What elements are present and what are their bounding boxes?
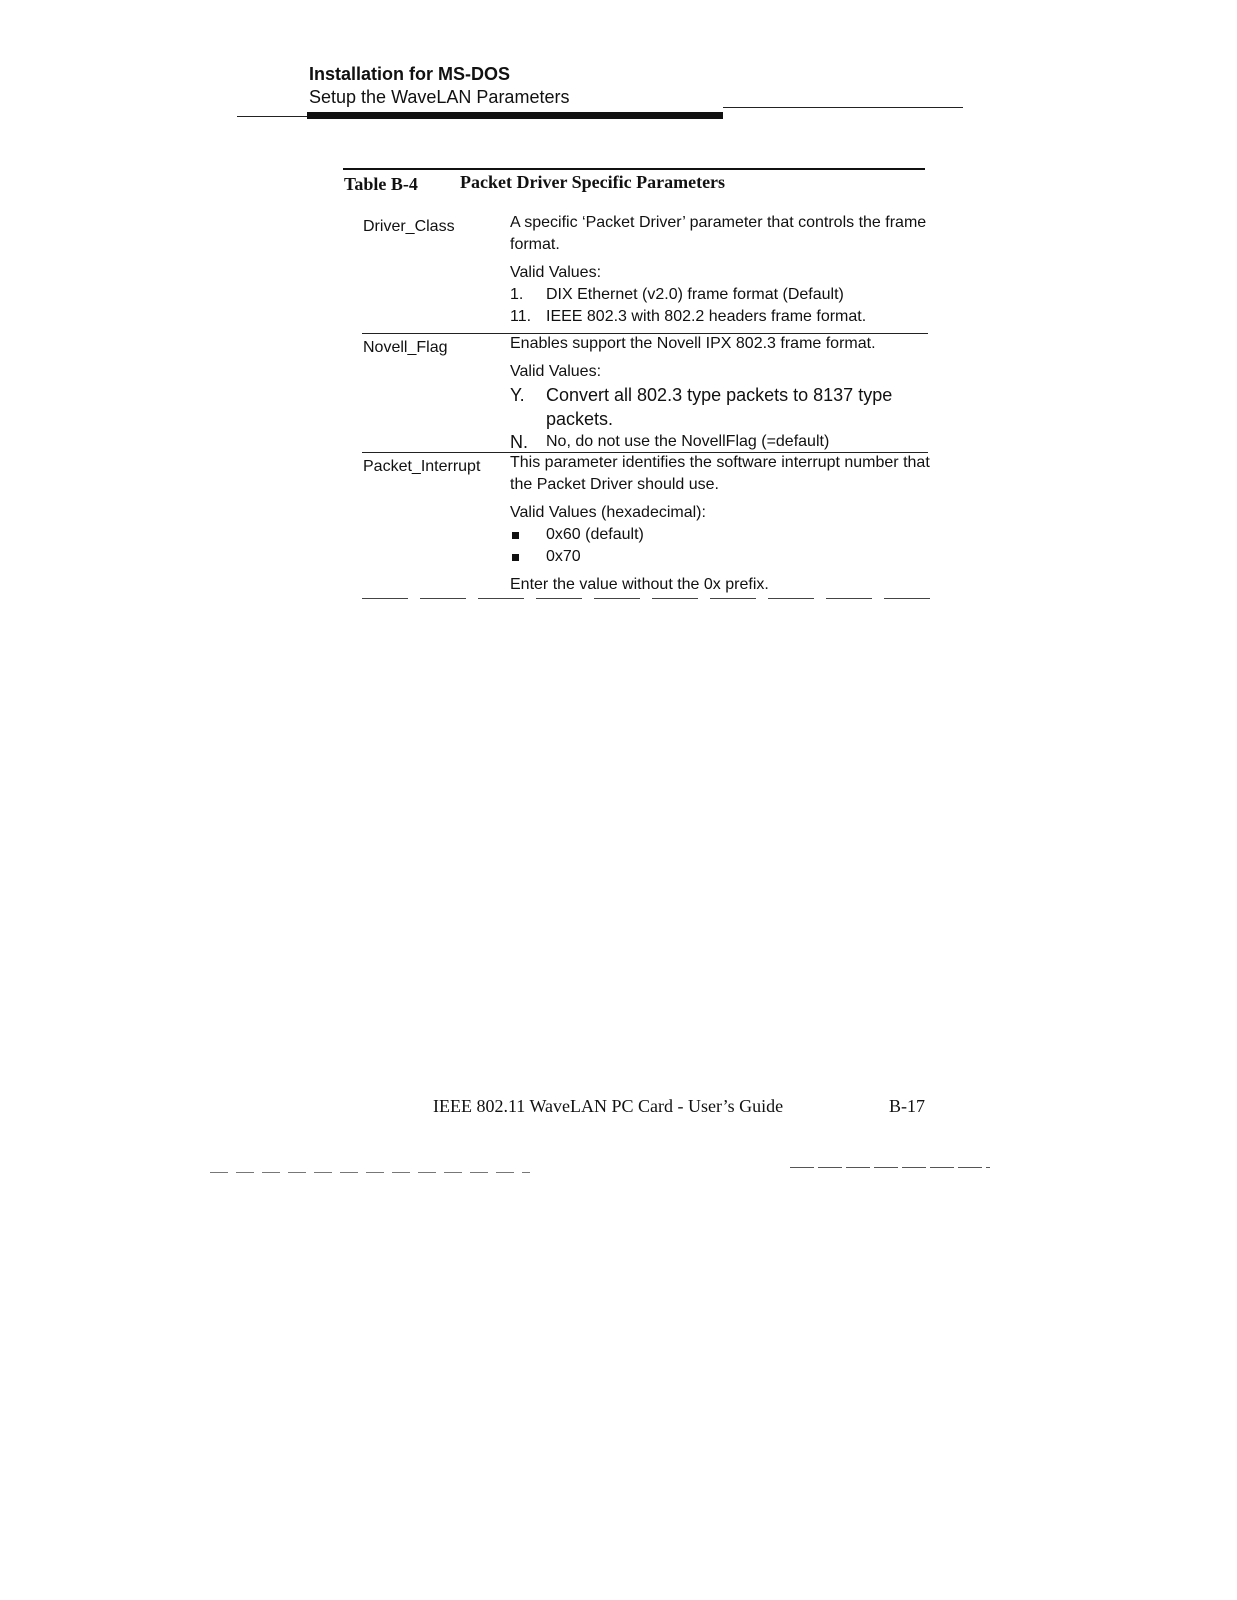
list-key: 1. xyxy=(510,286,524,303)
table-label: Table B-4 xyxy=(344,174,418,194)
param-note: Enter the value without the 0x prefix. xyxy=(510,576,769,593)
param-description-block xyxy=(510,452,930,596)
param-description-block xyxy=(510,333,930,453)
list-key: 11. xyxy=(510,308,532,325)
valid-values-label: Valid Values: xyxy=(510,363,602,380)
section-title: Setup the WaveLAN Parameters xyxy=(309,87,570,107)
list-text: IEEE 802.3 with 802.2 headers frame format. xyxy=(546,308,867,325)
param-description-block xyxy=(510,212,930,328)
list-text: 0x70 xyxy=(546,548,581,565)
table-bottom-rule xyxy=(362,598,930,599)
list-text: 0x60 (default) xyxy=(546,526,644,543)
valid-values-label: Valid Values (hexadecimal): xyxy=(510,504,706,521)
param-name: Packet_Interrupt xyxy=(363,458,481,475)
list-item xyxy=(510,524,930,546)
header-rule-left xyxy=(237,116,309,117)
list-text: No, do not use the NovellFlag (=default) xyxy=(546,433,830,450)
page-number: B-17 xyxy=(889,1096,925,1116)
list-text: Convert all 802.3 type packets to 8137 type packets. xyxy=(546,385,893,429)
bullet-icon xyxy=(512,532,519,539)
list-item xyxy=(510,431,930,453)
header-rule-right xyxy=(723,107,963,108)
list-text: DIX Ethernet (v2.0) frame format (Default) xyxy=(546,286,844,303)
list-item xyxy=(510,306,930,328)
list-key: N. xyxy=(510,432,528,452)
header-rule-thick xyxy=(307,112,723,119)
chapter-title: Installation for MS-DOS xyxy=(309,64,511,84)
scan-artifact-right xyxy=(790,1167,990,1168)
list-item xyxy=(510,546,930,568)
table-caption-rule xyxy=(343,168,925,170)
list-item xyxy=(510,383,930,431)
param-description: Enables support the Novell IPX 802.3 frame format. xyxy=(510,335,876,352)
scan-artifact-left xyxy=(210,1172,530,1173)
bullet-icon xyxy=(512,554,519,561)
param-name: Novell_Flag xyxy=(363,339,448,356)
table-title: Packet Driver Specific Parameters xyxy=(460,172,726,192)
footer-guide-title: IEEE 802.11 WaveLAN PC Card - User’s Guide xyxy=(433,1096,784,1116)
list-key: Y. xyxy=(510,385,525,405)
list-item xyxy=(510,284,930,306)
valid-values-label: Valid Values: xyxy=(510,264,602,281)
param-name: Driver_Class xyxy=(363,218,455,235)
param-description: This parameter identifies the software interrupt number that the Packet Driver should use. xyxy=(510,454,930,493)
param-description: A specific ‘Packet Driver’ parameter that controls the frame format. xyxy=(510,214,927,253)
